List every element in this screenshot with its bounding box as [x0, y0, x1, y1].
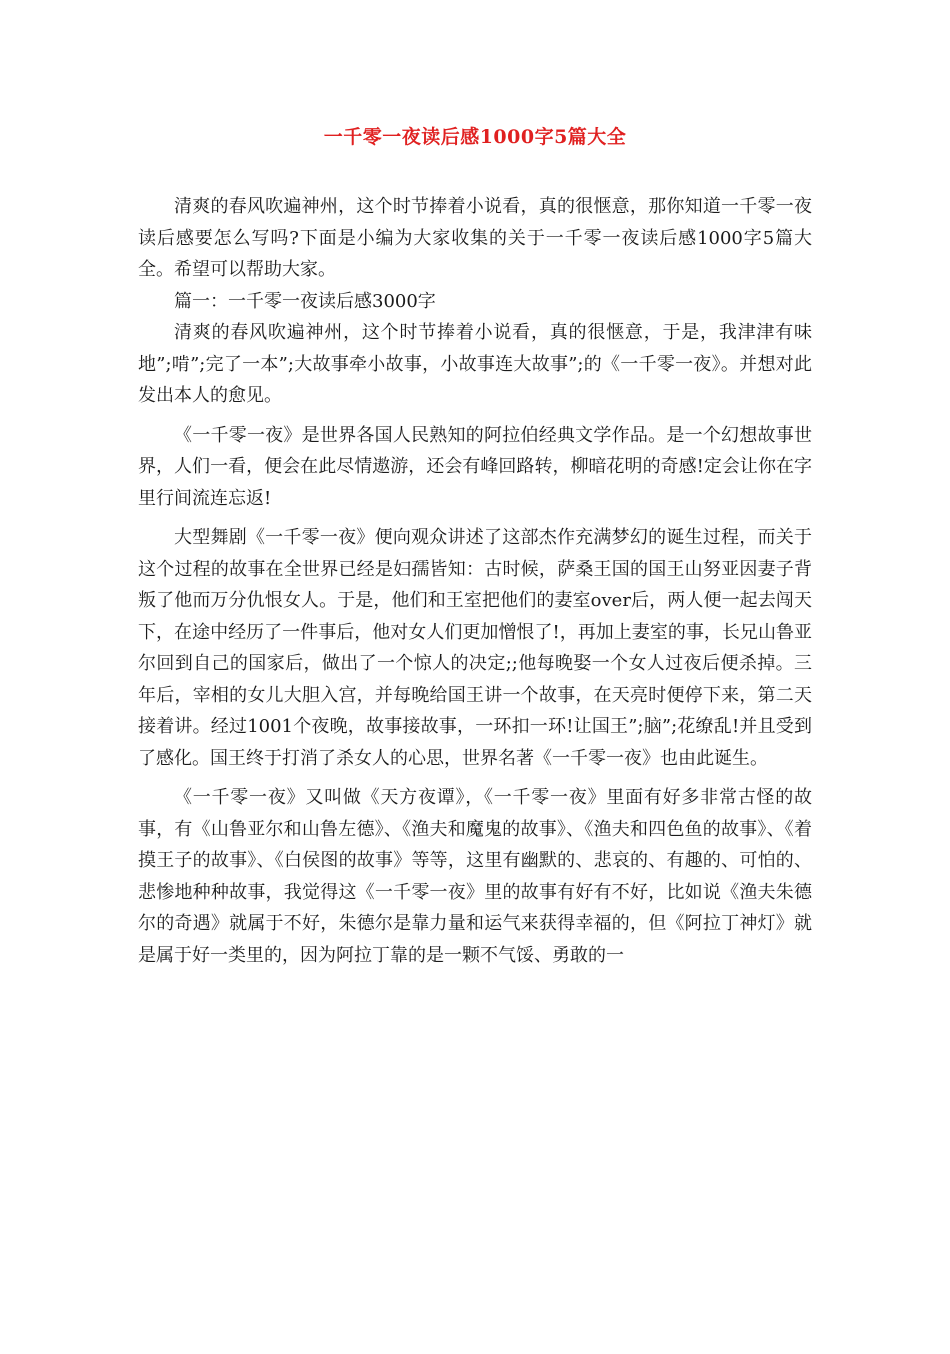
- document-page: [0, 124, 950, 1354]
- paragraph: 大型舞剧《一千零一夜》便向观众讲述了这部杰作充满梦幻的诞生过程，而关于这个过程的故事在全世界已经是妇孺皆知：古时候，萨桑王国的国王山努亚因妻子背叛了他而万分仇恨女人。于是，他们和王室把他们的妻室over后，两人便一起去闯天下，在途中经历了一件事后，他对女人们更加憎恨了!，再加上妻室的事，长兄山鲁亚尔回到自己的国家后，做出了一个惊人的决定;;他每晚娶一个女人过夜后便杀掉。三年后，宰相的女儿大胆入宫，并每晚给国王讲一个故事，在天亮时便停下来，第二天接着讲。经过1001个夜晚，故事接故事，一环扣一环!让国王”;脑”;花缭乱!并且受到了感化。国王终于打消了杀女人的心思，世界名著《一千零一夜》也由此诞生。: [138, 527, 812, 769]
- paragraph: 清爽的春风吹遍神州，这个时节捧着小说看，真的很惬意，于是，我津津有味地”;啃”;完了一本”;大故事牵小故事，小故事连大故事”;的《一千零一夜》。并想对此发出本人的愈见。: [138, 322, 812, 406]
- document-title: 一千零一夜读后感1000字5篇大全: [323, 126, 627, 148]
- paragraph: 《一千零一夜》又叫做《天方夜谭》，《一千零一夜》里面有好多非常古怪的故事，有《山鲁亚尔和山鲁左德》、《渔夫和魔鬼的故事》、《渔夫和四色鱼的故事》、《着摸王子的故事》、《白侯图的故事》等等，这里有幽默的、悲哀的、有趣的、可怕的、悲惨地种种故事，我觉得这《一千零一夜》里的故事有好有不好，比如说《渔夫朱德尔的奇遇》就属于不好，朱德尔是靠力量和运气来获得幸福的，但《阿拉丁神灯》就是属于好一类里的，因为阿拉丁靠的是一颗不气馁、勇敢的一: [138, 787, 812, 966]
- section-heading: 篇一：一千零一夜读后感3000字: [174, 290, 436, 312]
- document-body: [138, 191, 812, 971]
- paragraph-intro: 清爽的春风吹遍神州，这个时节捧着小说看，真的很惬意，那你知道一千零一夜读后感要怎么写吗?下面是小编为大家收集的关于一千零一夜读后感1000字5篇大全。希望可以帮助大家。: [138, 196, 812, 280]
- paragraph: 《一千零一夜》是世界各国人民熟知的阿拉伯经典文学作品。是一个幻想故事世界，人们一看，便会在此尽情遨游，还会有峰回路转，柳暗花明的奇感!定会让你在字里行间流连忘返!: [138, 424, 812, 509]
